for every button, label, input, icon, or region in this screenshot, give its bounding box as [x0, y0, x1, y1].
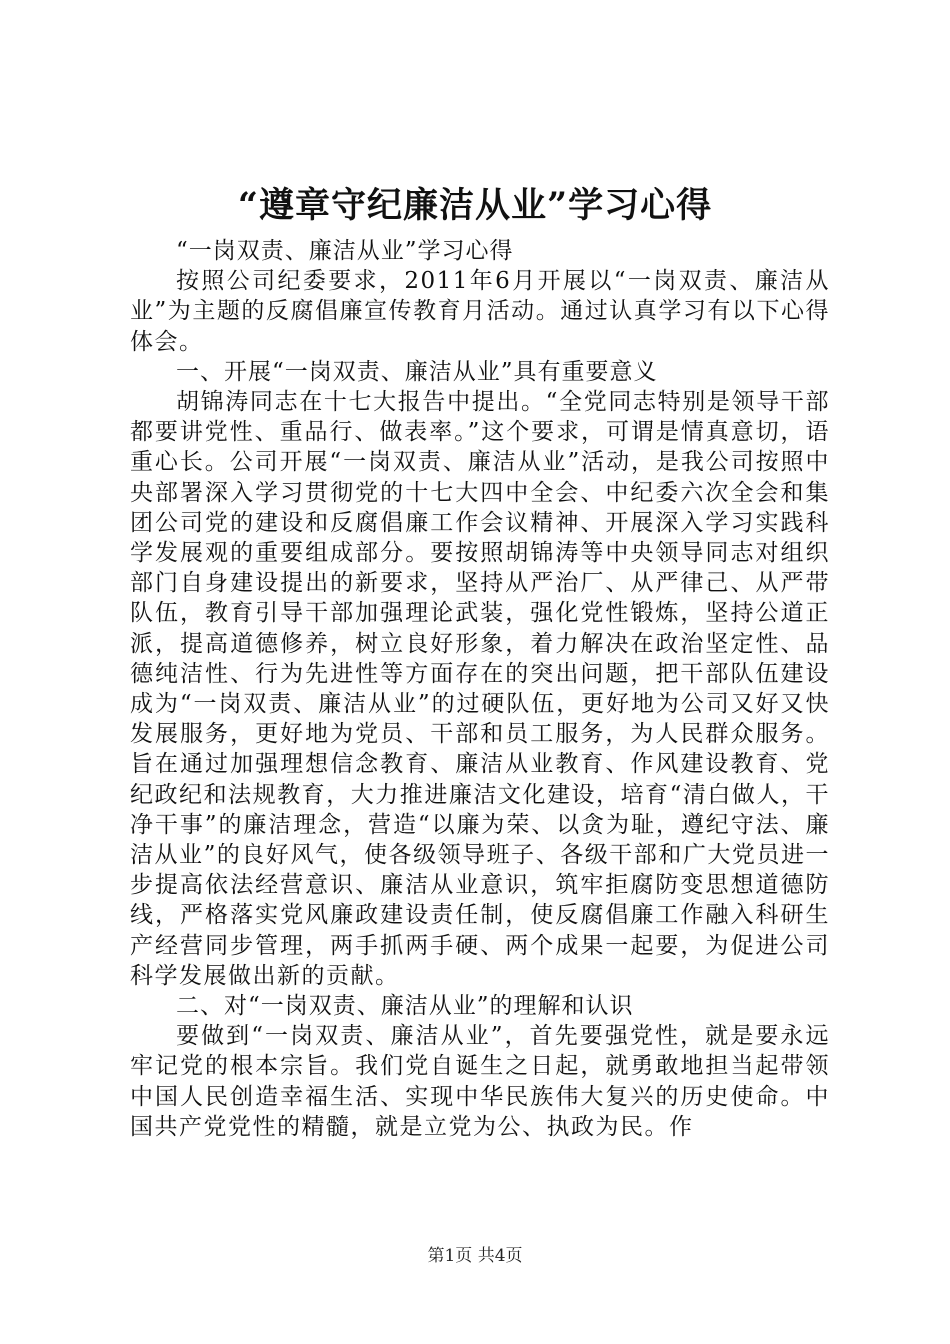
section-heading-1: 一、开展“一岗双责、廉洁从业”具有重要意义 [176, 358, 658, 385]
subtitle-paragraph: “一岗双责、廉洁从业”学习心得 [176, 238, 514, 264]
section-heading-2: 二、对“一岗双责、廉洁从业”的理解和认识 [176, 993, 634, 1020]
section-2-paragraph: 要做到“一岗双责、廉洁从业”，首先要强党性，就是要永远牢记党的根本宗旨。我们党自诞生之日起，就勇敢地担当起带领中国人民创造幸福生活、实现中华民族伟大复兴的历史使命。中国共产党党性的精髓，就是立党为公、执政为民。作 [130, 1023, 830, 1140]
intro-paragraph: 按照公司纪委要求，2011年6月开展以“一岗双责、廉洁从业”为主题的反腐倡廉宣传教育月活动。通过认真学习有以下心得体会。 [130, 268, 830, 355]
document-body [130, 236, 830, 1142]
document-title: “遵章守纪廉洁从业”学习心得 [237, 185, 713, 226]
page-number-footer: 第1页 共4页 [427, 1246, 523, 1266]
section-1-paragraph: 胡锦涛同志在十七大报告中提出。“全党同志特别是领导干部都要讲党性、重品行、做表率。”这个要求，可谓是情真意切，语重心长。公司开展“一岗双责、廉洁从业”活动，是我公司按照中央部署深入学习贯彻党的十七大四中全会、中纪委六次全会和集团公司党的建设和反腐倡廉工作会议精神、开展深入学习实践科学发展观的重要组成部分。要按照胡锦涛等中央领导同志对组织部门自身建设提出的新要求，坚持从严治厂、从严律己、从严带队伍，教育引导干部加强理论武装，强化党性锻炼，坚持公道正派，提高道德修养，树立良好形象，着力解决在政治坚定性、品德纯洁性、行为先进性等方面存在的突出问题，把干部队伍建设成为“一岗双责、廉洁从业”的过硬队伍，更好地为公司又好又快发展服务，更好地为党员、干部和员工服务，为人民群众服务。旨在通过加强理想信念教育、廉洁从业教育、作风建设教育、党纪政纪和法规教育，大力推进廉洁文化建设，培育“清白做人，干净干事”的廉洁理念，营造“以廉为荣、以贪为耻，遵纪守法、廉洁从业”的良好风气，使各级领导班子、各级干部和广大党员进一步提高依法经营意识、廉洁从业意识，筑牢拒腐防变思想道德防线，严格落实党风廉政建设责任制，使反腐倡廉工作融入科研生产经营同步管理，两手抓两手硬、两个成果一起要，为促进公司科学发展做出新的贡献。 [130, 389, 830, 989]
